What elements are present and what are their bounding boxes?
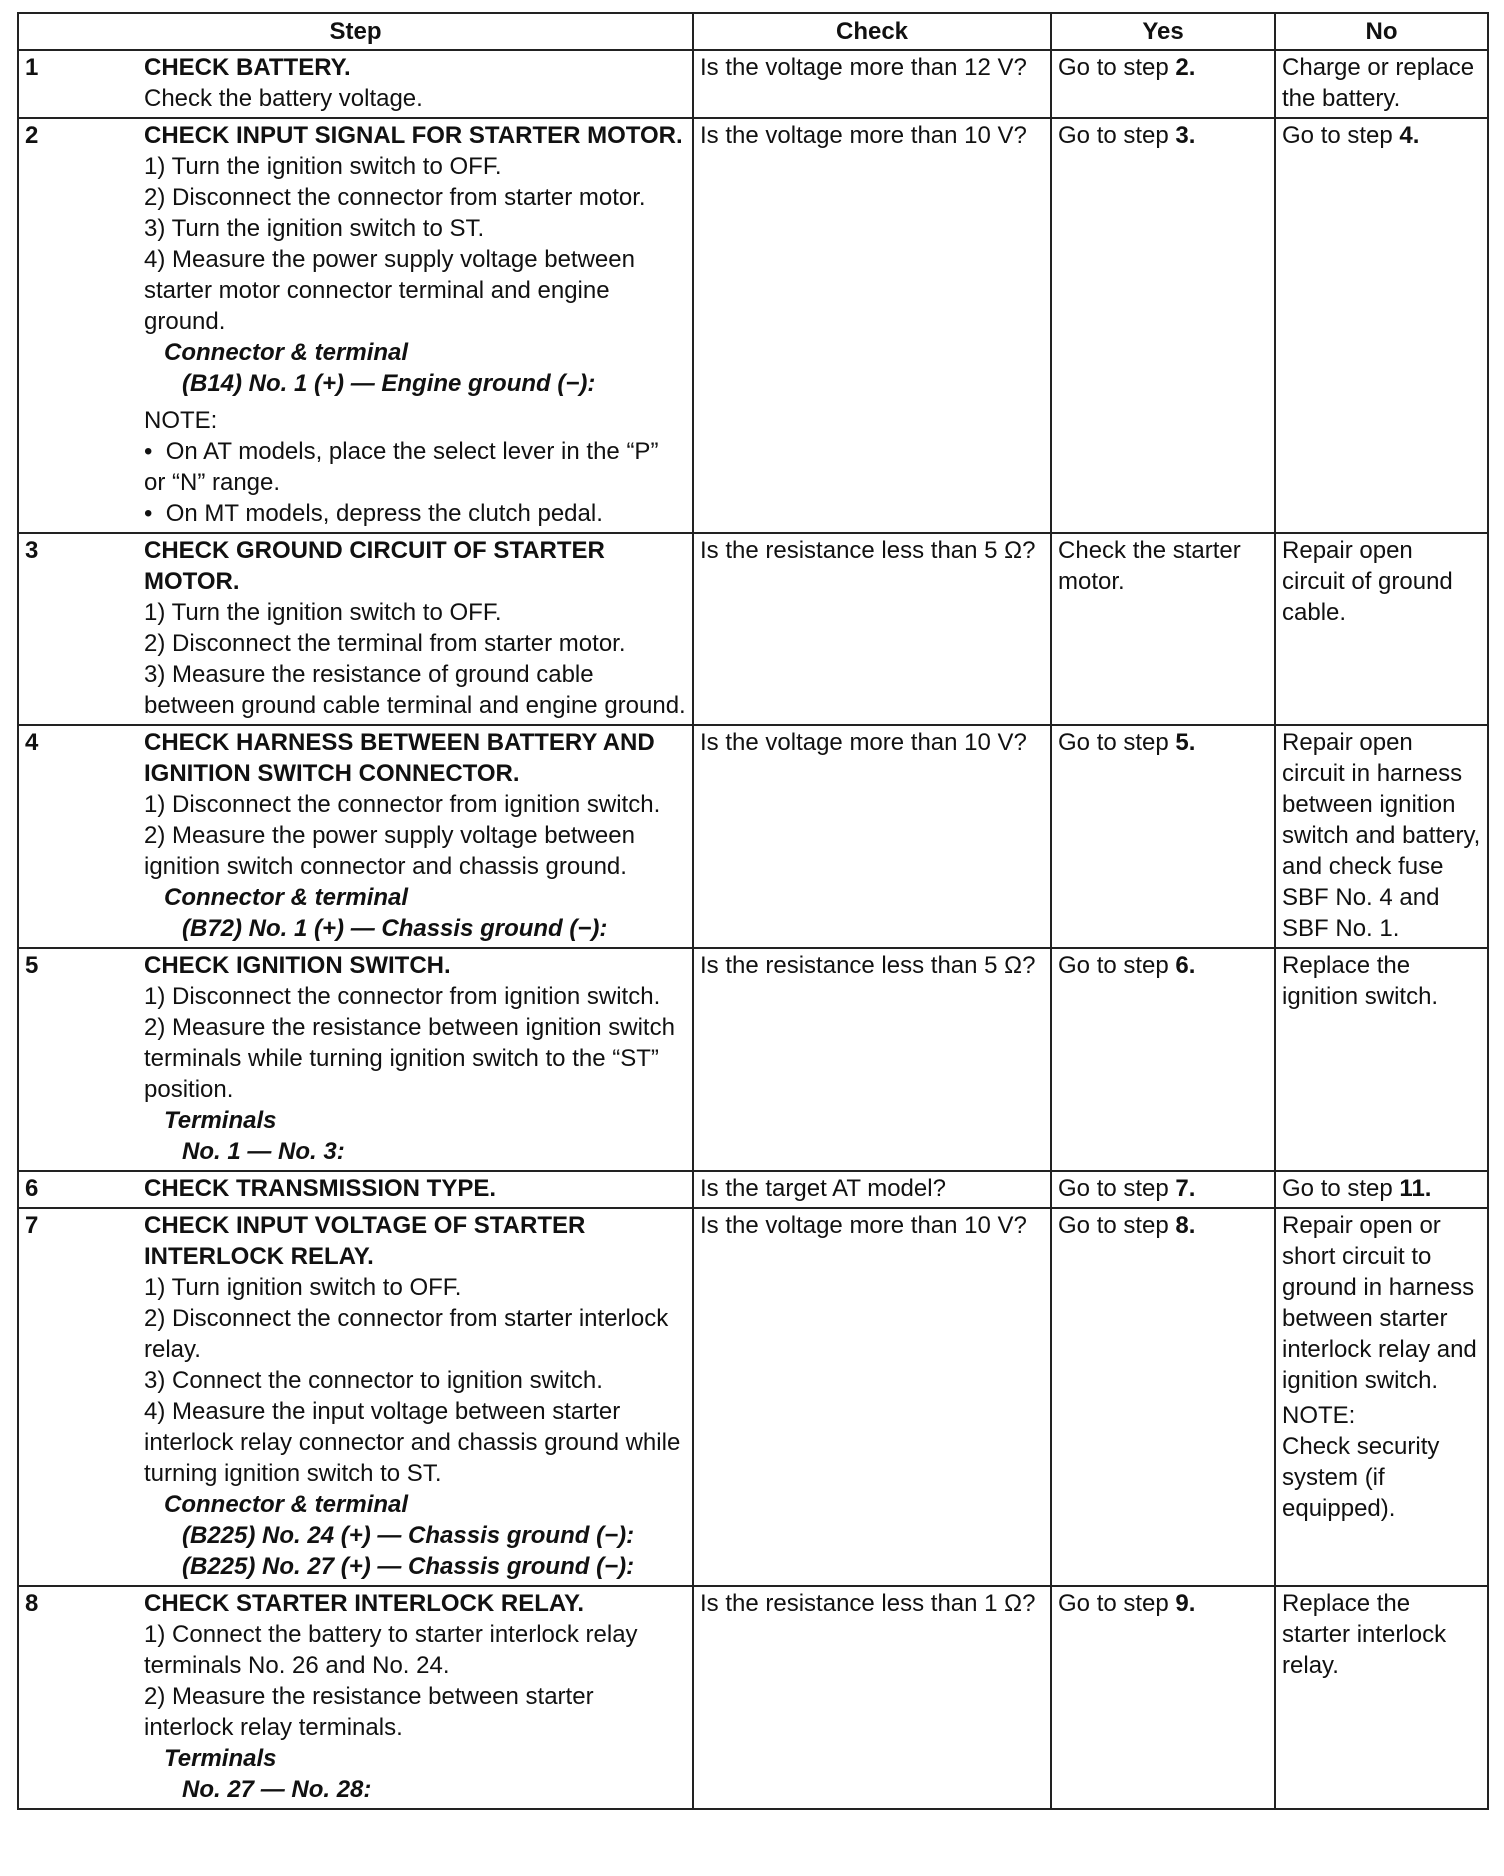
yes-action [1051,1171,1275,1208]
step-instruction: 2) Measure the resistance between ignition switch terminals while turning ignition switch to the “ST” position. [144,1014,675,1103]
table-row [18,1171,1488,1208]
yes-goto-text: Go to step [1058,1212,1169,1239]
step-number: 5 [18,948,138,1171]
no-note-label: NOTE: [1282,1402,1356,1429]
step-instruction: 2) Disconnect the connector from starter motor. [144,184,646,211]
no-goto-text: Go to step [1282,122,1393,149]
yes-goto-step: 3. [1175,122,1196,149]
no-goto-step: 4. [1399,122,1420,149]
no-text: Repair open circuit of ground cable. [1282,537,1453,626]
step-number: 1 [18,50,138,118]
no-goto-step: 11. [1399,1175,1432,1202]
connector-label: Connector & terminal [164,884,409,911]
yes-action [1051,948,1275,1171]
table-row [18,118,1488,533]
step-instruction: Check the battery voltage. [144,85,423,112]
no-action [1275,725,1488,948]
step-number: 2 [18,118,138,533]
yes-goto-step: 2. [1175,54,1196,81]
yes-goto-text: Go to step [1058,122,1169,149]
step-title: CHECK STARTER INTERLOCK RELAY. [144,1590,585,1617]
yes-goto-step: 8. [1175,1212,1196,1239]
table-row [18,50,1488,118]
yes-action [1051,1208,1275,1586]
step-description [138,533,693,725]
header-check: Check [693,13,1051,50]
table-row [18,948,1488,1171]
no-text: Repair open circuit in harness between ignition switch and battery, and check fuse SBF No. 4 and SBF No. 1. [1282,729,1481,942]
step-instruction: 1) Connect the battery to starter interlock relay terminals No. 26 and No. 24. [144,1621,638,1679]
step-number: 6 [18,1171,138,1208]
header-no: No [1275,13,1488,50]
connector-label: Connector & terminal [164,1491,409,1518]
yes-goto-step: 9. [1175,1590,1196,1617]
connector-value: (B14) No. 1 (+) — Engine ground (−): [182,370,596,397]
step-instruction: 2) Measure the resistance between starter interlock relay terminals. [144,1683,594,1741]
step-title: CHECK HARNESS BETWEEN BATTERY AND IGNITION SWITCH CONNECTOR. [144,729,655,787]
step-instruction: 3) Connect the connector to ignition switch. [144,1367,603,1394]
step-instruction: 2) Measure the power supply voltage between ignition switch connector and chassis ground. [144,822,635,880]
step-description [138,725,693,948]
no-action [1275,118,1488,533]
step-description [138,948,693,1171]
check-question: Is the resistance less than 5 Ω? [693,533,1051,725]
step-description [138,1171,693,1208]
diagnostic-table [17,12,1489,1810]
yes-action [1051,1586,1275,1809]
step-instruction: 1) Turn the ignition switch to OFF. [144,153,502,180]
check-question: Is the target AT model? [693,1171,1051,1208]
step-description [138,50,693,118]
check-question: Is the voltage more than 10 V? [693,118,1051,533]
table-row [18,1586,1488,1809]
yes-goto-step: 6. [1175,952,1196,979]
step-number: 4 [18,725,138,948]
step-instruction: 2) Disconnect the terminal from starter motor. [144,630,626,657]
step-instruction: 1) Disconnect the connector from ignition switch. [144,983,661,1010]
yes-goto-text: Go to step [1058,1590,1169,1617]
step-title: CHECK INPUT SIGNAL FOR STARTER MOTOR. [144,122,683,149]
no-text: Charge or replace the battery. [1282,54,1475,112]
check-question: Is the voltage more than 10 V? [693,725,1051,948]
yes-goto-text: Go to step [1058,952,1169,979]
step-instruction: 4) Measure the input voltage between starter interlock relay connector and chassis ground while turning ignition switch to ST. [144,1398,681,1487]
step-description [138,1586,693,1809]
step-title: CHECK BATTERY. [144,54,351,81]
note-label: NOTE: [144,407,218,434]
header-yes: Yes [1051,13,1275,50]
yes-goto-text: Go to step [1058,54,1169,81]
connector-value: (B225) No. 24 (+) — Chassis ground (−): [182,1522,635,1549]
yes-goto-text: Go to step [1058,729,1169,756]
check-question: Is the resistance less than 5 Ω? [693,948,1051,1171]
no-text: Replace the ignition switch. [1282,952,1439,1010]
no-action [1275,1171,1488,1208]
check-question: Is the resistance less than 1 Ω? [693,1586,1051,1809]
step-description [138,1208,693,1586]
no-text: Replace the starter interlock relay. [1282,1590,1447,1679]
step-instruction: 2) Disconnect the connector from starter interlock relay. [144,1305,669,1363]
connector-label: Terminals [164,1745,277,1772]
step-instruction: 4) Measure the power supply voltage between starter motor connector terminal and engine ground. [144,246,635,335]
step-number: 7 [18,1208,138,1586]
table-row [18,725,1488,948]
yes-action [1051,533,1275,725]
yes-action [1051,50,1275,118]
no-action [1275,1208,1488,1586]
no-text: Repair open or short circuit to ground in harness between starter interlock relay and ignition switch. [1282,1212,1477,1394]
step-title: CHECK GROUND CIRCUIT OF STARTER MOTOR. [144,537,605,595]
table-row [18,533,1488,725]
step-description [138,118,693,533]
connector-value: (B225) No. 27 (+) — Chassis ground (−): [182,1553,635,1580]
table-row [18,1208,1488,1586]
connector-label: Terminals [164,1107,277,1134]
yes-action [1051,725,1275,948]
connector-value: No. 27 — No. 28: [182,1776,372,1803]
no-goto-text: Go to step [1282,1175,1393,1202]
yes-goto-step: 5. [1175,729,1196,756]
step-number: 8 [18,1586,138,1809]
step-instruction: 1) Turn ignition switch to OFF. [144,1274,462,1301]
connector-value: No. 1 — No. 3: [182,1138,345,1165]
header-row [18,13,1488,50]
no-action [1275,1586,1488,1809]
yes-goto-step: 7. [1175,1175,1196,1202]
no-action [1275,948,1488,1171]
yes-action [1051,118,1275,533]
connector-label: Connector & terminal [164,339,409,366]
connector-value: (B72) No. 1 (+) — Chassis ground (−): [182,915,608,942]
step-instruction: 1) Disconnect the connector from ignition switch. [144,791,661,818]
note-bullet: • On MT models, depress the clutch pedal. [144,498,686,529]
step-title: CHECK INPUT VOLTAGE OF STARTER INTERLOCK RELAY. [144,1212,586,1270]
no-action [1275,50,1488,118]
yes-text: Check the starter motor. [1058,537,1241,595]
no-note-text: Check security system (if equipped). [1282,1433,1440,1522]
step-instruction: 3) Measure the resistance of ground cable between ground cable terminal and engine ground. [144,661,686,719]
step-title: CHECK IGNITION SWITCH. [144,952,451,979]
step-title: CHECK TRANSMISSION TYPE. [144,1175,497,1202]
step-number: 3 [18,533,138,725]
yes-goto-text: Go to step [1058,1175,1169,1202]
no-action [1275,533,1488,725]
header-step: Step [18,13,693,50]
check-question: Is the voltage more than 10 V? [693,1208,1051,1586]
step-instruction: 3) Turn the ignition switch to ST. [144,215,485,242]
note-bullet: • On AT models, place the select lever in the “P” or “N” range. [144,436,686,498]
step-instruction: 1) Turn the ignition switch to OFF. [144,599,502,626]
check-question: Is the voltage more than 12 V? [693,50,1051,118]
